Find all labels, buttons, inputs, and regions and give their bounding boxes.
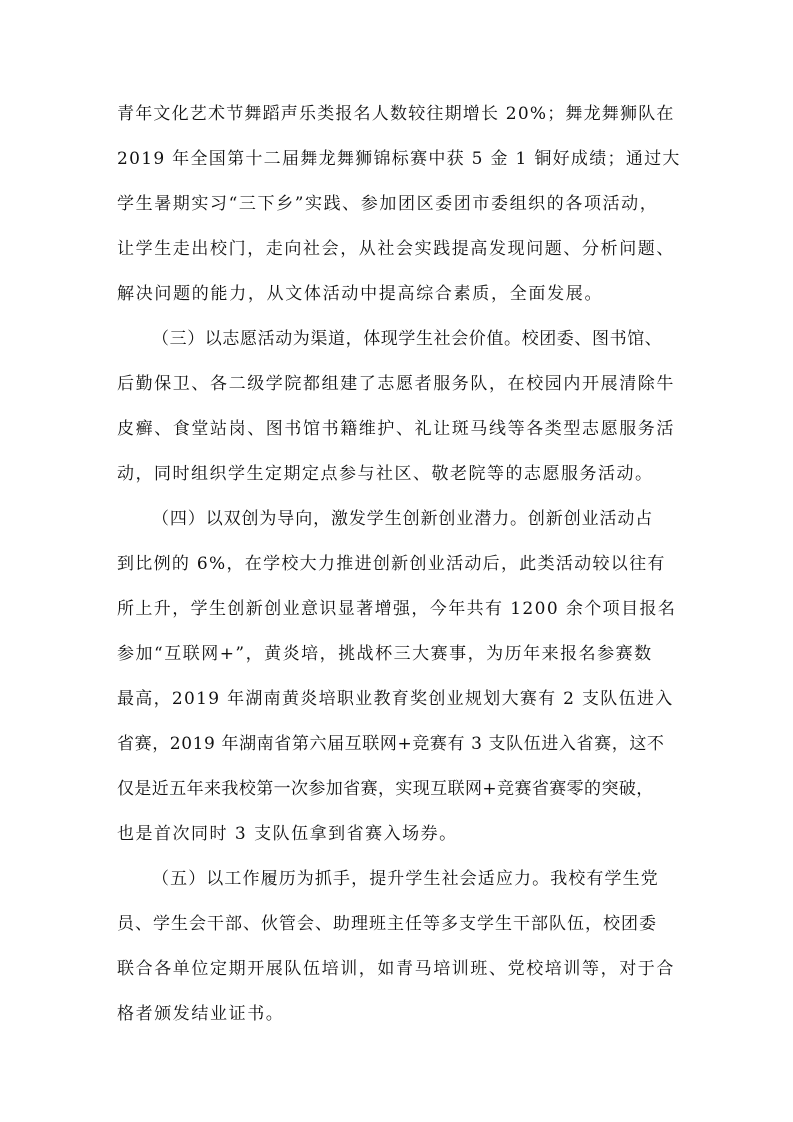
section-five-heading-line: （五）以工作履历为抓手，提升学生社会适应力。我校有学生党 (152, 869, 659, 889)
body-text-line: 最高，2019 年湖南黄炎培职业教育奖创业规划大赛有 2 支队伍进入 (117, 689, 674, 709)
body-text-line: 到比例的 6%，在学校大力推进创新创业活动后，此类活动较以往有 (117, 554, 666, 574)
body-text-line: 后勤保卫、各二级学院都组建了志愿者服务队，在校园内开展清除牛 (117, 374, 675, 394)
body-text-line: 学生暑期实习“三下乡”实践、参加团区委团市委组织的各项活动， (117, 194, 659, 214)
section-four-heading-line: （四）以双创为导向，激发学生创新创业潜力。创新创业活动占 (152, 509, 654, 529)
body-text-line: 参加“互联网+”，黄炎培，挑战杯三大赛事，为历年来报名参赛数 (117, 644, 653, 664)
body-text-line: 2019 年全国第十二届舞龙舞狮锦标赛中获 5 金 1 铜好成绩；通过大 (117, 149, 681, 169)
section-three-heading-line: （三）以志愿活动为渠道，体现学生社会价值。校团委、图书馆、 (152, 329, 663, 349)
body-text-line: 让学生走出校门，走向社会，从社会实践提高发现问题、分析问题、 (117, 239, 675, 259)
body-text-line: 青年文化艺术节舞蹈声乐类报名人数较往期增长 20%；舞龙舞狮队在 (117, 104, 675, 124)
body-text-line: 省赛，2019 年湖南省第六届互联网+竞赛有 3 支队伍进入省赛，这不 (117, 734, 665, 754)
body-text-line: 仅是近五年来我校第一次参加省赛，实现互联网+竞赛省赛零的突破， (117, 779, 654, 799)
body-text-line: 皮癣、食堂站岗、图书馆书籍维护、礼让斑马线等各类型志愿服务活 (117, 419, 675, 439)
body-text-line: 格者颁发结业证书。 (117, 1004, 285, 1024)
body-text-line: 动，同时组织学生定期定点参与社区、敬老院等的志愿服务活动。 (117, 464, 654, 484)
body-text-line: 联合各单位定期开展队伍培训，如青马培训班、党校培训等，对于合 (117, 959, 675, 979)
body-text-line: 也是首次同时 3 支队伍拿到省赛入场券。 (117, 824, 458, 844)
body-text-line: 解决问题的能力，从文体活动中提高综合素质，全面发展。 (117, 284, 604, 304)
body-text-line: 员、学生会干部、伙管会、助理班主任等多支学生干部队伍，校团委 (117, 914, 657, 934)
body-text-line: 所上升，学生创新创业意识显著增强，今年共有 1200 余个项目报名 (117, 599, 677, 619)
